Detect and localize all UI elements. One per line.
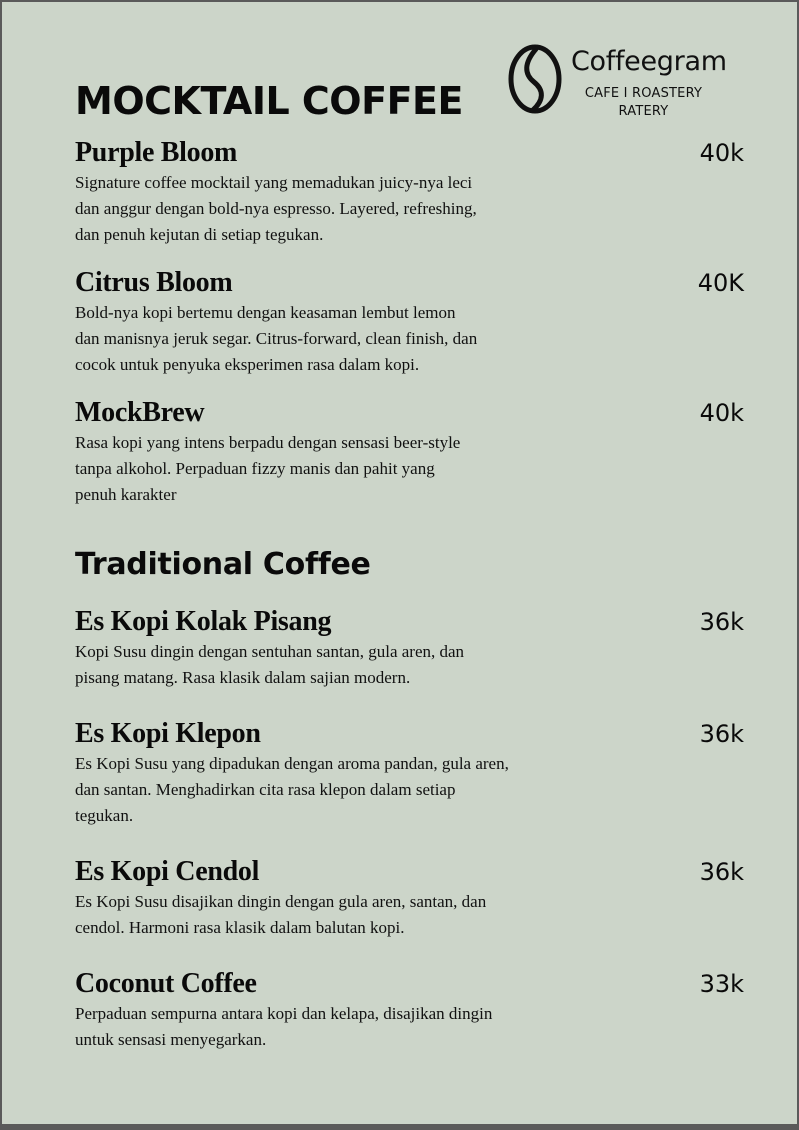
coffee-bean-icon [507,44,563,114]
brand-tagline-line-2: RATERY [618,104,669,119]
item-description-line: tegukan. [75,806,134,825]
item-description-line: dan manisnya jeruk segar. Citrus-forward, clean finish, dan [75,329,478,348]
item-description-line: Es Kopi Susu yang dipadukan dengan aroma pandan, gula aren, [75,754,509,773]
section-title-traditional: Traditional Coffee [75,547,371,582]
item-description-line: Kopi Susu dingin dengan sentuhan santan, gula aren, dan [75,642,465,661]
item-description-line: untuk sensasi menyegarkan. [75,1030,267,1049]
brand-tagline-line-1: CAFE I ROASTERY [584,86,703,101]
brand-block [507,42,757,122]
item-description-line: cendol. Harmoni rasa klasik dalam balutan kopi. [75,918,405,937]
item-name: Es Kopi Cendol [75,856,260,887]
menu-item [75,857,755,941]
item-description-line: Bold-nya kopi bertemu dengan keasaman lembut lemon [75,303,456,322]
item-description-line: Rasa kopi yang intens berpadu dengan sensasi beer-style [75,433,461,452]
item-price: 40k [699,139,744,167]
item-name: Coconut Coffee [75,968,257,999]
item-description [75,1001,755,1053]
item-name: Es Kopi Klepon [75,718,261,749]
section-title-mocktail: MOCKTAIL COFFEE [75,79,463,123]
item-price: 40k [699,399,744,427]
menu-item [75,398,755,508]
item-name: Es Kopi Kolak Pisang [75,606,332,637]
item-description [75,430,755,508]
menu-page [2,2,797,1124]
item-name: Purple Bloom [75,137,238,168]
item-price: 36k [699,720,744,748]
brand-name: Coffeegram [571,46,727,77]
menu-item [75,138,755,248]
item-description-line: tanpa alkohol. Perpaduan fizzy manis dan pahit yang [75,459,435,478]
item-price: 36k [699,608,744,636]
item-price: 40K [697,269,744,297]
item-description-line: Signature coffee mocktail yang memadukan juicy-nya leci [75,173,473,192]
item-description [75,170,755,248]
item-description [75,889,755,941]
menu-item [75,268,755,378]
item-description [75,751,755,829]
menu-item [75,607,755,691]
item-description-line: pisang matang. Rasa klasik dalam sajian modern. [75,668,411,687]
item-name: MockBrew [75,397,205,428]
menu-item [75,719,755,829]
item-description-line: cocok untuk penyuka eksperimen rasa dalam kopi. [75,355,420,374]
item-description-line: Es Kopi Susu disajikan dingin dengan gula aren, santan, dan [75,892,487,911]
item-price: 33k [699,970,744,998]
menu-item [75,969,755,1053]
item-description [75,300,755,378]
item-description-line: dan anggur dengan bold-nya espresso. Layered, refreshing, [75,199,477,218]
brand-tagline [571,85,716,121]
item-description-line: penuh karakter [75,485,177,504]
item-description-line: Perpaduan sempurna antara kopi dan kelapa, disajikan dingin [75,1004,493,1023]
item-description [75,639,755,691]
item-description-line: dan penuh kejutan di setiap tegukan. [75,225,324,244]
item-name: Citrus Bloom [75,267,233,298]
item-description-line: dan santan. Menghadirkan cita rasa klepon dalam setiap [75,780,456,799]
item-price: 36k [699,858,744,886]
